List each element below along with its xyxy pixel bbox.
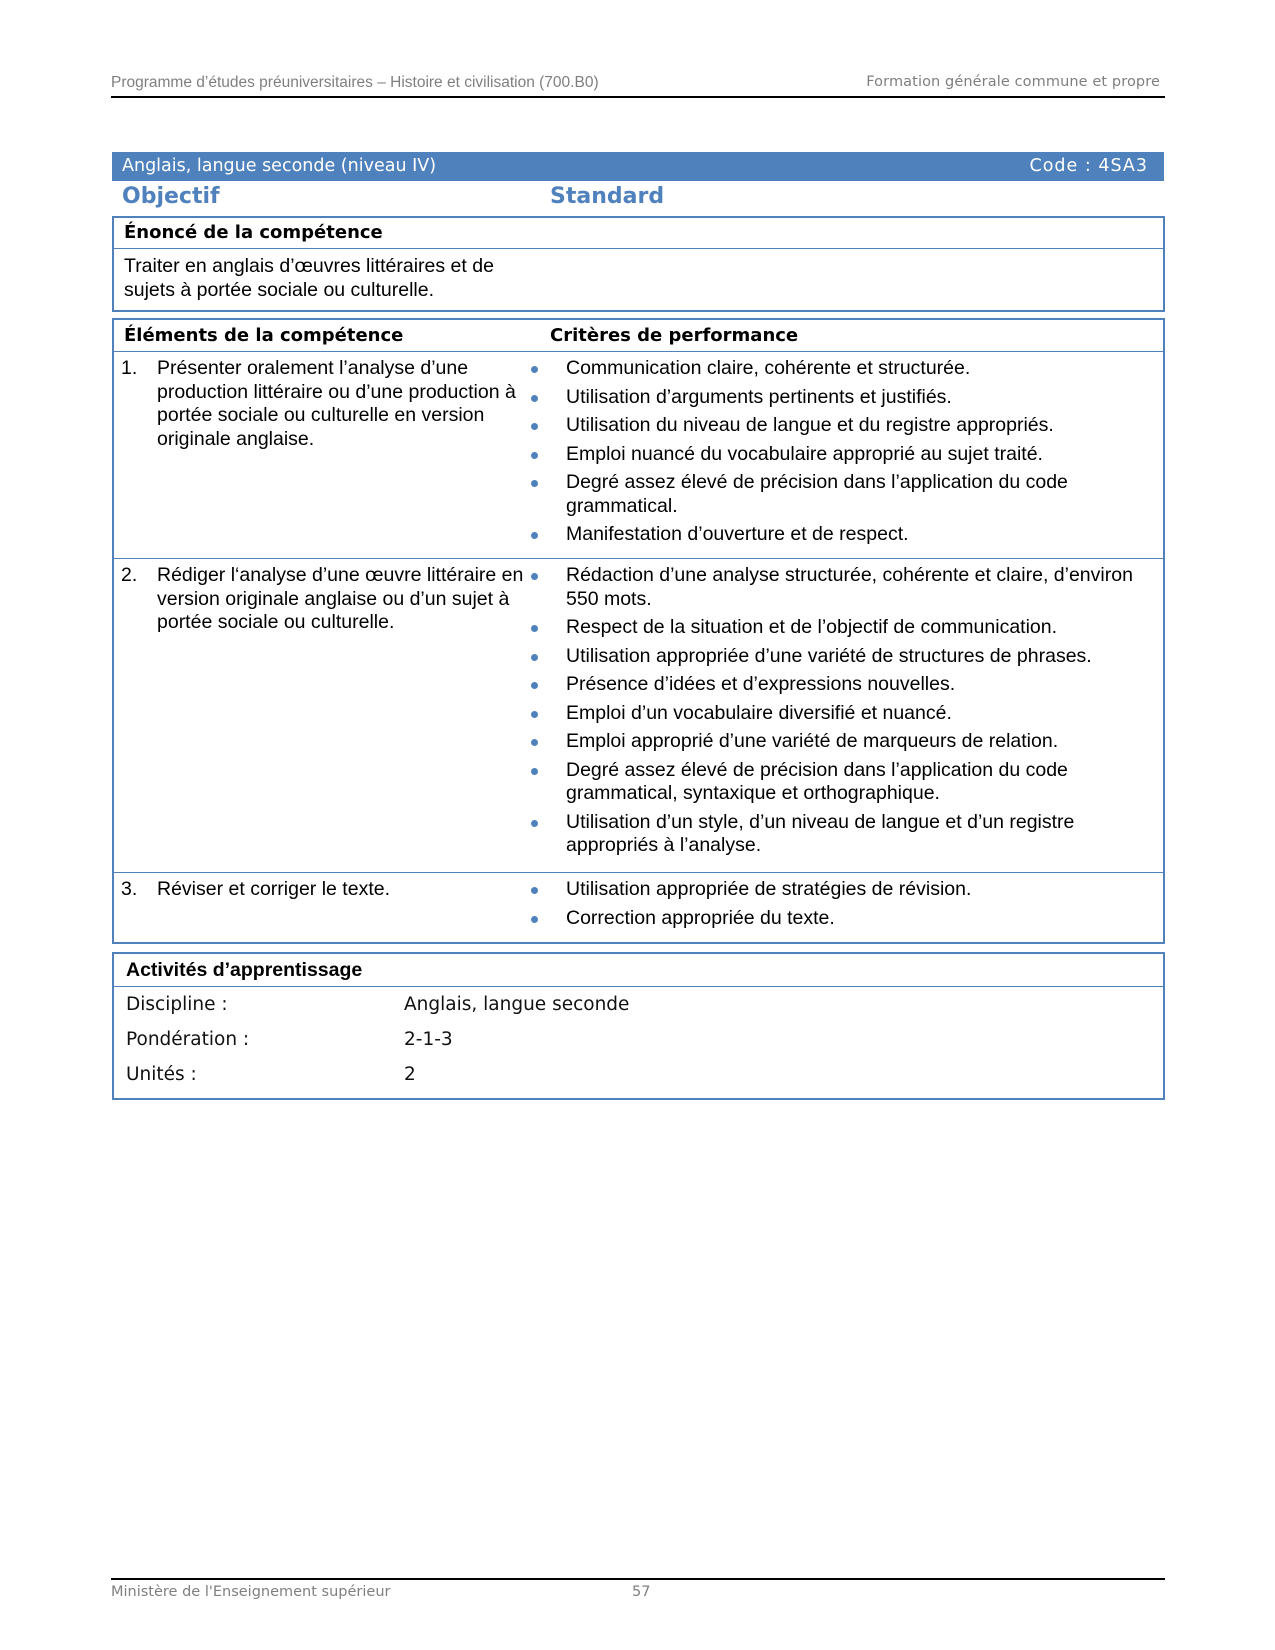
enonce-section: [112, 216, 1165, 312]
list-item: [528, 811, 1158, 858]
list-item: [528, 523, 1158, 547]
bullet-icon: [531, 625, 538, 632]
criterion-text: Utilisation d’arguments pertinents et justifiés.: [566, 385, 952, 408]
course-code: Code : 4SA3: [1029, 156, 1148, 176]
criteria-heading: Critères de performance: [550, 325, 799, 346]
criteria-list: [528, 878, 1158, 935]
activite-ponderation: [114, 1022, 1163, 1057]
criterion-text: Emploi nuancé du vocabulaire approprié au sujet traité.: [566, 442, 1043, 465]
criterion-text: Présence d’idées et d’expressions nouvelles.: [566, 673, 956, 695]
criteria-list: [528, 357, 1158, 552]
program-title: Programme d’études préuniversitaires – Histoire et civilisation (700.B0): [111, 74, 599, 91]
table-row: [114, 559, 1163, 873]
list-item: [528, 471, 1158, 518]
section-title: Formation générale commune et propre: [866, 74, 1160, 90]
bullet-icon: [531, 682, 538, 689]
bullet-icon: [531, 654, 538, 661]
list-item: [528, 645, 1158, 669]
criterion-text: Emploi approprié d’une variété de marqueurs de relation.: [566, 730, 1059, 752]
criterion-text: Degré assez élevé de précision dans l’application du code grammatical, syntaxique et orthographique.: [566, 758, 1068, 804]
criterion-text: Communication claire, cohérente et structurée.: [566, 357, 971, 379]
criteria-list: [528, 564, 1158, 863]
discipline-value: Anglais, langue seconde: [404, 994, 630, 1015]
elements-heading: Éléments de la compétence: [124, 325, 404, 346]
bullet-icon: [531, 423, 538, 430]
list-item: [528, 673, 1158, 697]
bullet-icon: [531, 916, 538, 923]
unites-value: 2: [404, 1064, 416, 1085]
criterion-text: Rédaction d’une analyse structurée, cohérente et claire, d’environ 550 mots.: [566, 564, 1133, 610]
bullet-icon: [531, 480, 538, 487]
page-footer: [111, 1578, 1165, 1600]
column-headings: [112, 184, 1164, 214]
bullet-icon: [531, 395, 538, 402]
criterion-text: Correction appropriée du texte.: [566, 906, 835, 929]
ministry-name: Ministère de l'Enseignement supérieur: [111, 1584, 391, 1600]
element-number: 3.: [121, 878, 138, 900]
list-item: [528, 730, 1158, 754]
activites-section: [112, 952, 1165, 1100]
enonce-heading: Énoncé de la compétence: [114, 218, 1163, 249]
element-text: Réviser et corriger le texte.: [157, 878, 391, 900]
activite-discipline: [114, 987, 1163, 1022]
course-title: Anglais, langue seconde (niveau IV): [122, 156, 437, 176]
ponderation-label: Pondération :: [126, 1029, 250, 1050]
bullet-icon: [531, 768, 538, 775]
unites-label: Unités :: [126, 1064, 197, 1085]
elements-table: [112, 318, 1165, 944]
criterion-text: Utilisation d’un style, d’un niveau de langue et d’un registre appropriés à l’analyse.: [566, 810, 1075, 856]
element-number: 1.: [121, 357, 138, 379]
course-title-bar: [112, 152, 1164, 181]
bullet-icon: [531, 366, 538, 373]
bullet-icon: [531, 820, 538, 827]
criterion-text: Degré assez élevé de précision dans l’application du code grammatical.: [566, 471, 1068, 517]
elements-header-row: [114, 320, 1163, 352]
bullet-icon: [531, 887, 538, 894]
objectif-heading: Objectif: [122, 184, 220, 209]
activite-unites: [114, 1057, 1163, 1092]
bullet-icon: [531, 711, 538, 718]
criterion-text: Respect de la situation et de l’objectif de communication.: [566, 616, 1058, 638]
criterion-text: Manifestation d’ouverture et de respect.: [566, 523, 909, 545]
list-item: [528, 702, 1158, 726]
standard-heading: Standard: [550, 184, 665, 209]
table-row: [114, 352, 1163, 559]
activites-heading: Activités d’apprentissage: [114, 954, 1163, 987]
ponderation-value: 2-1-3: [404, 1029, 453, 1050]
criterion-text: Utilisation du niveau de langue et du registre appropriés.: [566, 414, 1054, 436]
list-item: [528, 564, 1158, 611]
element-text: Présenter oralement l’analyse d’une production littéraire ou d’une production à portée sociale ou culturelle en version originale anglaise.: [157, 357, 516, 450]
list-item: [528, 907, 1158, 931]
criterion-text: Emploi d’un vocabulaire diversifié et nuancé.: [566, 701, 952, 724]
bullet-icon: [531, 532, 538, 539]
list-item: [528, 616, 1158, 640]
page-header: [111, 72, 1165, 98]
list-item: [528, 386, 1158, 410]
list-item: [528, 414, 1158, 438]
bullet-icon: [531, 739, 538, 746]
element-number: 2.: [121, 564, 138, 586]
bullet-icon: [531, 452, 538, 459]
page-number: 57: [632, 1584, 651, 1600]
list-item: [528, 759, 1158, 806]
table-row: [114, 873, 1163, 937]
criterion-text: Utilisation appropriée de stratégies de révision.: [566, 878, 972, 900]
bullet-icon: [531, 573, 538, 580]
criterion-text: Utilisation appropriée d’une variété de structures de phrases.: [566, 644, 1092, 667]
list-item: [528, 443, 1158, 467]
list-item: [528, 357, 1158, 381]
discipline-label: Discipline :: [126, 994, 228, 1015]
element-text: Rédiger l‘analyse d’une œuvre littéraire en version originale anglaise ou d’un sujet à portée sociale ou culturelle.: [157, 564, 524, 633]
enonce-text: Traiter en anglais d’œuvres littéraires et de sujets à portée sociale ou culturelle.: [124, 255, 494, 301]
list-item: [528, 878, 1158, 902]
